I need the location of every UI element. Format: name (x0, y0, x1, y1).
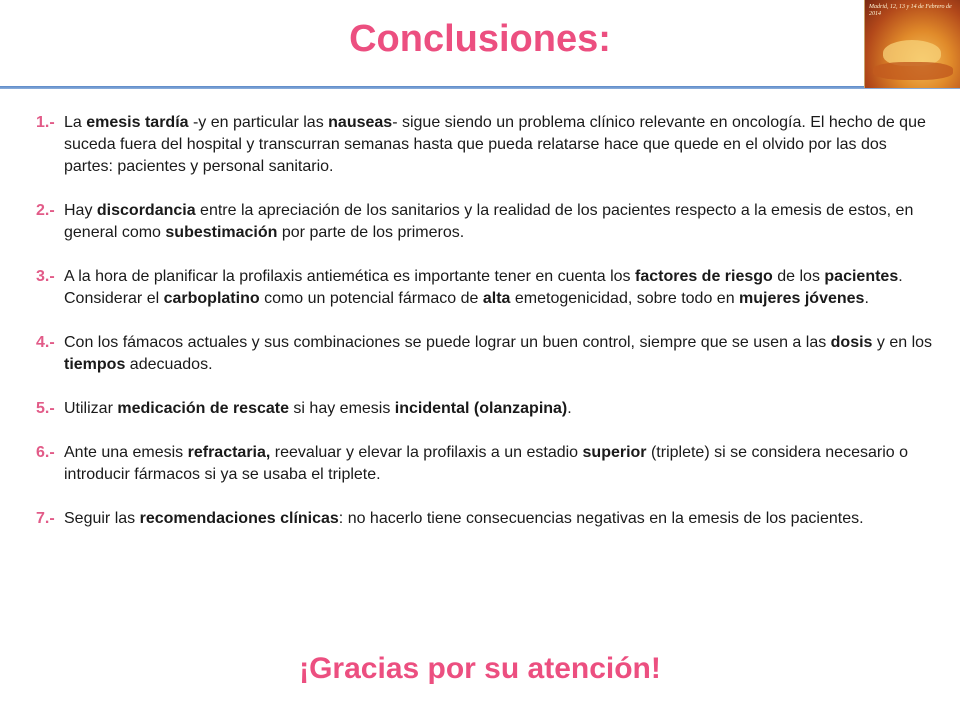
emphasis-text: subestimación (165, 224, 278, 241)
item-number: 5.- (36, 400, 55, 417)
item-text (64, 508, 936, 530)
text-run: : no hacerlo tiene consecuencias negativas en la emesis de los pacientes. (338, 510, 864, 527)
slide-title: Conclusiones: (349, 18, 611, 60)
text-run: (triplete) si se considera necesario o introducir fármacos si ya se usaba el triplete. (64, 444, 908, 483)
item-text (64, 332, 936, 376)
item-text (64, 200, 936, 244)
emphasis-text: discordancia (96, 202, 196, 219)
emphasis-text: pacientes (824, 268, 899, 285)
emphasis-text: medicación de rescate (117, 400, 289, 417)
text-run: como un potencial fármaco de (259, 290, 483, 307)
conclusion-item (36, 266, 936, 310)
text-run: . (864, 290, 869, 307)
logo-emblem-base (873, 62, 953, 80)
text-run: Seguir las (64, 510, 140, 527)
conclusions-list (36, 112, 936, 552)
item-number: 4.- (36, 334, 55, 351)
conclusion-item (36, 398, 936, 420)
title-divider (0, 86, 960, 89)
emphasis-text: tiempos (64, 356, 126, 373)
text-run: por parte de los primeros. (277, 224, 465, 241)
item-text (64, 112, 936, 178)
text-run: reevaluar y elevar la profilaxis a un estadio (270, 444, 583, 461)
item-text (64, 266, 936, 310)
emphasis-text: mujeres jóvenes (739, 290, 865, 307)
text-run: emetogenicidad, sobre todo en (510, 290, 740, 307)
emphasis-text: dosis (830, 334, 873, 351)
item-text (64, 398, 936, 420)
conclusion-item (36, 112, 936, 178)
emphasis-text: alta (482, 290, 511, 307)
text-run: -y en particular las (188, 114, 329, 131)
emphasis-text: incidental (olanzapina) (394, 400, 568, 417)
text-run: si hay emesis (288, 400, 395, 417)
emphasis-text: carboplatino (163, 290, 260, 307)
text-run: Utilizar (64, 400, 118, 417)
text-run: - sigue siendo un problema clínico relevante en oncología. El hecho de que suceda fuera del hospital y transcurran semanas hasta que pueda relatarse hace que quede en el olvido por las dos partes: pacientes y personal sanitario. (64, 114, 926, 175)
emphasis-text: refractaria, (187, 444, 271, 461)
text-run: Hay (64, 202, 97, 219)
emphasis-text: recomendaciones clínicas (139, 510, 339, 527)
emphasis-text: nauseas (328, 114, 393, 131)
text-run: Con los fámacos actuales y sus combinaciones se puede lograr un buen control, siempre que se usen a las (64, 334, 831, 351)
conclusion-item (36, 200, 936, 244)
conclusion-item (36, 508, 936, 530)
conclusion-item (36, 332, 936, 376)
item-text (64, 442, 936, 486)
item-number: 1.- (36, 114, 55, 131)
text-run: Ante una emesis (64, 444, 188, 461)
text-run: adecuados. (125, 356, 213, 373)
logo-caption: Madrid, 12, 13 y 14 de Febrero de 2014 (869, 4, 952, 17)
text-run: entre la apreciación de los sanitarios y la realidad de los pacientes respecto a la emesis de estos, en general como (64, 202, 914, 241)
emphasis-text: factores de riesgo (634, 268, 773, 285)
thanks-message: ¡Gracias por su atención! (299, 652, 661, 685)
text-run: La (64, 114, 87, 131)
text-run: de los (772, 268, 825, 285)
text-run: . Considerar el (64, 268, 903, 307)
emphasis-text: emesis tardía (86, 114, 189, 131)
congress-logo (864, 0, 960, 88)
text-run: . (567, 400, 572, 417)
text-run: y en los (872, 334, 933, 351)
text-run: A la hora de planificar la profilaxis antiemética es importante tener en cuenta los (64, 268, 635, 285)
emphasis-text: superior (582, 444, 647, 461)
item-number: 2.- (36, 202, 55, 219)
conclusion-item (36, 442, 936, 486)
item-number: 7.- (36, 510, 55, 527)
item-number: 3.- (36, 268, 55, 285)
item-number: 6.- (36, 444, 55, 461)
